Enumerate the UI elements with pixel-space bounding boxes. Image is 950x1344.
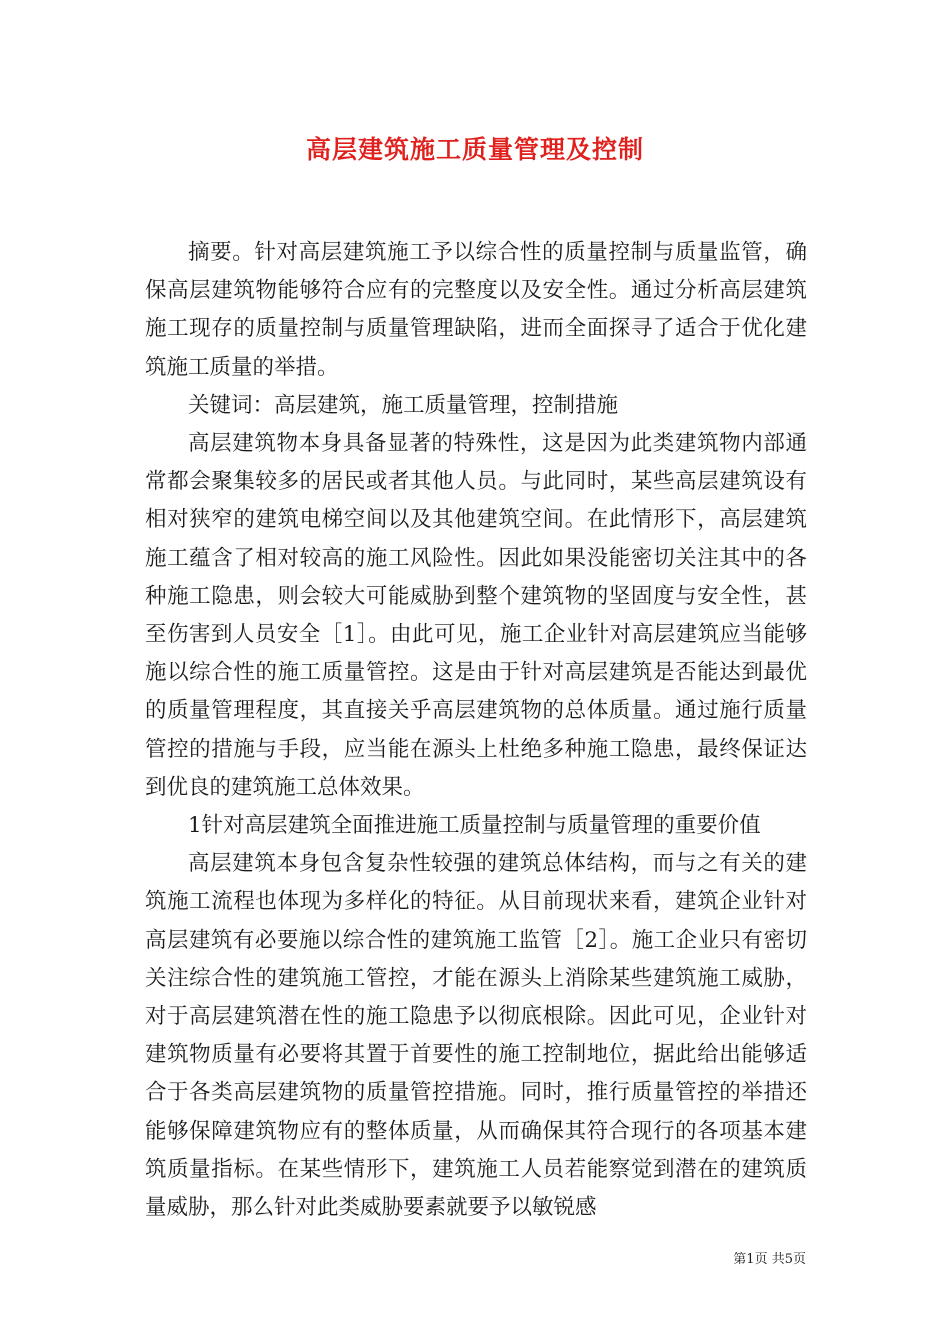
section-heading: 1针对高层建筑全面推进施工质量控制与质量管理的重要价值 [188, 813, 761, 839]
page-footer [733, 1248, 806, 1267]
section-paragraph: 高层建筑本身包含复杂性较强的建筑总体结构，而与之有关的建筑施工流程也体现为多样化的特征。从目前现状来看，建筑企业针对高层建筑有必要施以综合性的建筑施工监管［2］。施工企业只有密切关注综合性的建筑施工管控，才能在源头上消除某些建筑施工威胁，对于高层建筑潜在性的施工隐患予以彻底根除。因此可见，企业针对建筑物质量有必要将其置于首要性的施工控制地位，据此给出能够适合于各类高层建筑物的质量管控措施。同时，推行质量管控的举措还能够保障建筑物应有的整体质量，从而确保其符合现行的各项基本建筑质量指标。在某些情形下，建筑施工人员若能察觉到潜在的建筑质量威胁，那么针对此类威胁要素就要予以敏锐感 [145, 851, 807, 1221]
footer-middle: 页 共 [754, 1252, 785, 1267]
intro-paragraph: 高层建筑物本身具备显著的特殊性，这是因为此类建筑物内部通常都会聚集较多的居民或者其他人员。与此同时，某些高层建筑设有相对狭窄的建筑电梯空间以及其他建筑空间。在此情形下，高层建筑施工蕴含了相对较高的施工风险性。因此如果没能密切关注其中的各种施工隐患，则会较大可能威胁到整个建筑物的坚固度与安全性，甚至伤害到人员安全［1］。由此可见，施工企业针对高层建筑应当能够施以综合性的施工质量管控。这是由于针对高层建筑是否能达到最优的质量管理程度，其直接关乎高层建筑物的总体质量。通过施行质量管控的措施与手段，应当能在源头上杜绝多种施工隐患，最终保证达到优良的建筑施工总体效果。 [145, 431, 807, 800]
footer-prefix: 第 [733, 1252, 747, 1267]
document-body [145, 234, 807, 1227]
abstract-paragraph: 摘要。针对高层建筑施工予以综合性的质量控制与质量监管，确保高层建筑物能够符合应有的完整度以及安全性。通过分析高层建筑施工现存的质量控制与质量管理缺陷，进而全面探寻了适合于优化建筑施工质量的举措。 [145, 240, 807, 380]
footer-suffix: 页 [792, 1252, 806, 1267]
document-title: 高层建筑施工质量管理及控制 [305, 135, 644, 164]
keywords-paragraph: 关键词：高层建筑，施工质量管理，控制措施 [188, 392, 619, 418]
footer-total-pages: 5 [784, 1252, 793, 1267]
footer-page-number: 1 [746, 1252, 755, 1267]
